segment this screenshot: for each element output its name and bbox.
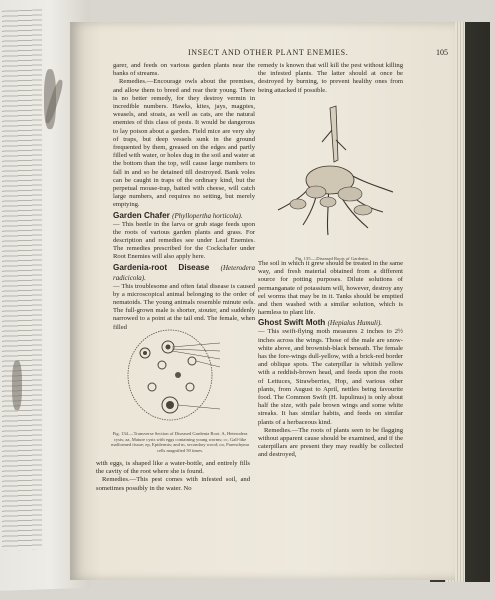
page-number: 105 bbox=[436, 48, 448, 57]
section-heading: Gardenia-root Disease (Heterodera radicicola). bbox=[113, 262, 255, 282]
running-title: INSECT AND OTHER PLANT ENEMIES. bbox=[188, 48, 349, 57]
paragraph: Remedies.—This pest comes with infested soil, and sometimes possibly in the water. No bbox=[96, 476, 250, 492]
paragraph: — This troublesome and often fatal disease is caused by a microscopical animal belonging to the order of nematoids. The young animals resemble minute eels. The full-grown male is shorter, stouter, and suddenly narrowed to a point at the tail end. The female, when filled bbox=[113, 282, 255, 331]
paragraph: Remedies.—Encourage owls about the premises, and allow them to breed and rear their young. There is no better remedy, for they destroy vermin in incredible numbers. Hawks, kites, jays, magpies, weasels, and stoats, as well as cats, are the natural enemies of this class of pests. It would be dangerous to lay poison about a garden. Field mice are very shy of traps, but deep vessels sunk in the ground frequented by them, greased on the edges and partly filled with water, or holes dug in the soil and water at the bottom than the top, will cause large numbers to fall in and so be detained till destroyed. Bank voles can be caught in traps of the ordinary kind, but the perpetual mouse-trap, baited with cheese, will catch large numbers, and requires no setting, but merely emptying. bbox=[113, 78, 255, 209]
facing-page-illustration bbox=[12, 360, 22, 410]
root-section-illustration bbox=[110, 325, 250, 435]
right-column-bottom bbox=[258, 260, 403, 460]
figure-caption: Fig. 134.—Transverse Section of Diseased Gardenia Root. A, Heterodera cysts; aa, Mature cysts with eggs containing young worms; cc, Gall-like malformed tissue; ep, Epidermis; and m, secondary wood; oo, Parenchyma cells magnified 50 times. bbox=[111, 431, 249, 453]
section-heading: Ghost Swift Moth (Hepialus Humuli). bbox=[258, 318, 383, 328]
paragraph: — This beetle in the larva or grub stage feeds upon the roots of various garden plants and grass. For description and remedies see under Leaf Enemies. The remedies prescribed for the Cockchafer under Root Enemies will also apply here. bbox=[113, 220, 255, 261]
running-header bbox=[118, 48, 448, 62]
left-column-bottom bbox=[96, 460, 250, 493]
root-section-figure bbox=[110, 325, 250, 460]
paragraph: with eggs, is shaped like a water-bottle, and entirely fills the cavity of the root where she is found. bbox=[96, 460, 250, 476]
diseased-roots-illustration bbox=[258, 100, 406, 250]
paragraph: — This swift-flying moth measures 2 inches to 2½ inches across the wings. Those of the male are snow-white above, and brownish-black beneath. The female has the fore-wings dull-yellow, with a brick-red border and oblique spots. The caterpillar is whitish yellow with a reddish-brown head, and feeds upon the roots of Lettuces, Strawberries, Hop, and various other plants, from August to April, nettles being favourite food. The Common Swift (H. lupulinus) is only about half the size, with pale brown wings and some white streaks. It has similar habits, and feeds on similar plants of a herbaceous kind. bbox=[258, 328, 403, 426]
paragraph: Remedies.—The roots of plants seen to be flagging without apparent cause should be examined, and if the caterpillars are present they may readily be collected and destroyed, bbox=[258, 426, 403, 459]
left-column bbox=[113, 62, 255, 332]
diseased-roots-figure bbox=[258, 100, 406, 270]
figure-caption: Fig. 135.—Diseased Roots of Gardenia. bbox=[295, 256, 369, 261]
paragraph: The soil in which it grew should be treated in the same way, and fresh material obtained from a different source for potting purposes. Dilute solutions of permanganate of potassium will, however, destroy any eel worms that may be in it. Tanks should be emptied and then washed with a similar solution, which is harmless to plant life. bbox=[258, 260, 403, 317]
facing-page-text bbox=[2, 9, 42, 550]
paragraph: remedy is known that will kill the pest without killing the infested plants. The latter should at once be destroyed by burning, to prevent healthy ones from being attacked if possible. bbox=[258, 62, 403, 94]
section-heading: Garden Chafer (Phyllopertha horticola). bbox=[113, 210, 243, 220]
right-column bbox=[258, 62, 403, 95]
paragraph: garer, and feeds on various garden plants near the banks of streams. bbox=[113, 62, 255, 78]
